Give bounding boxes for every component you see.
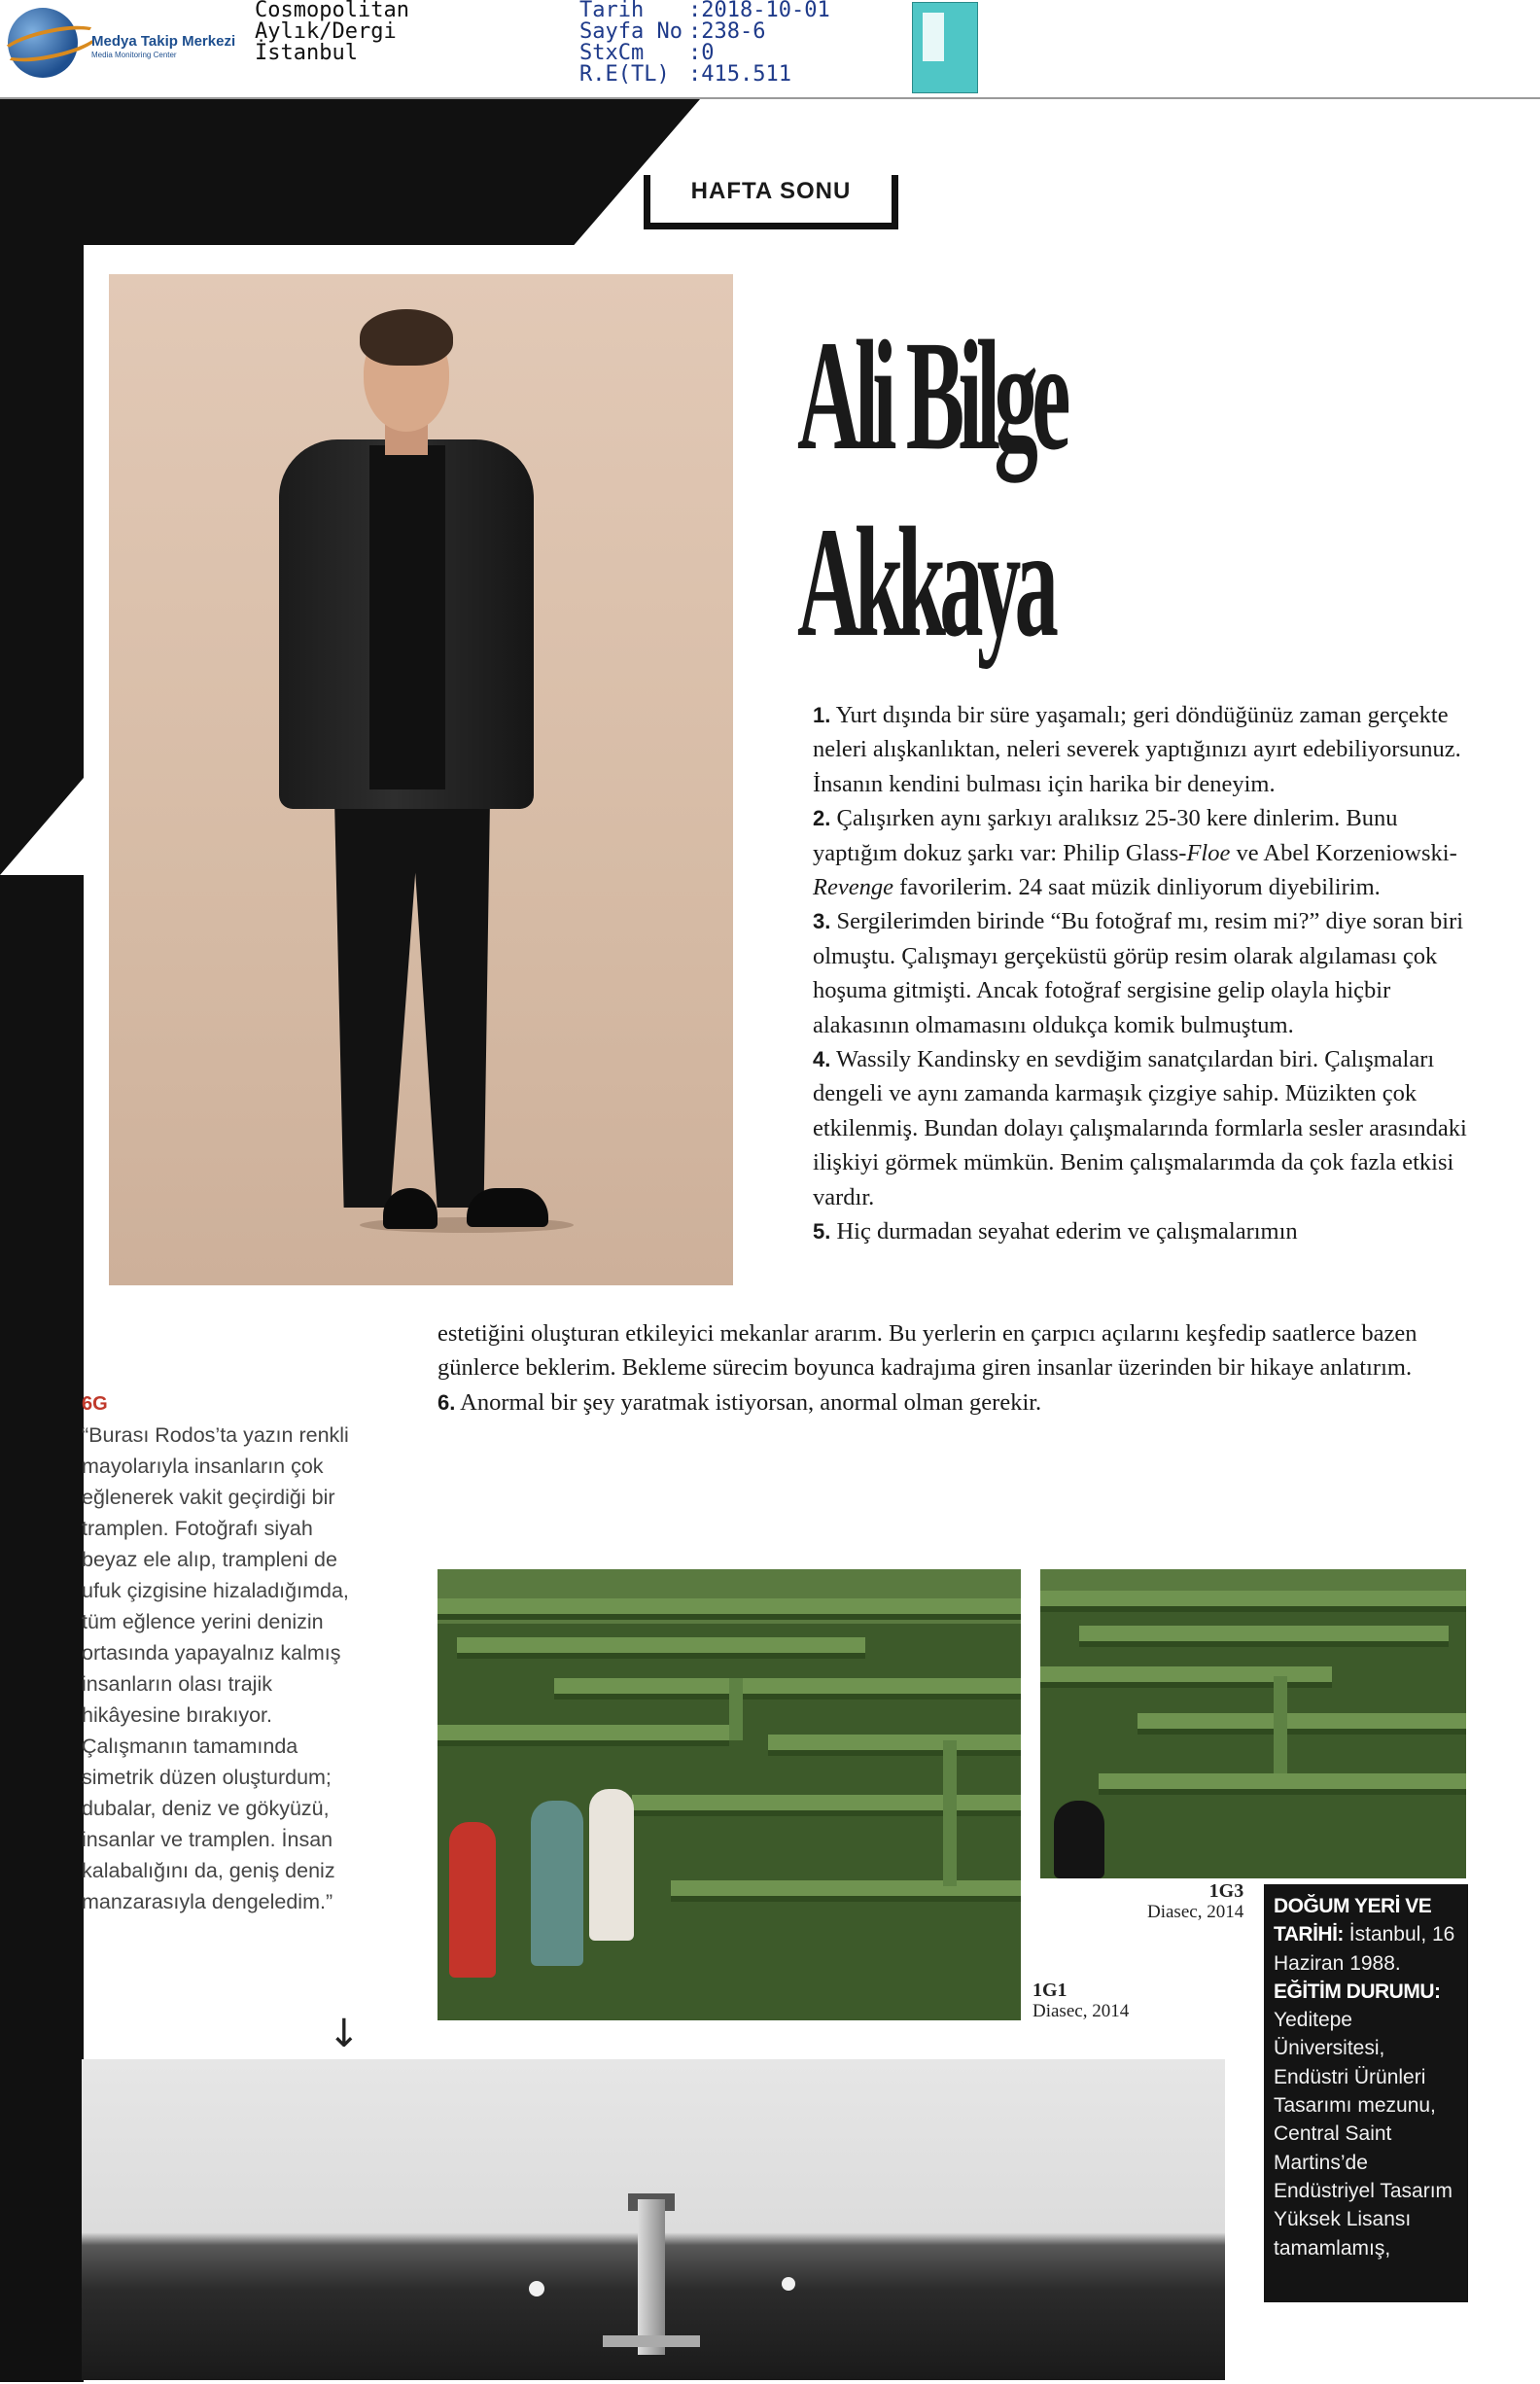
item-number: 5.: [813, 1219, 831, 1245]
title-line: Akkaya: [797, 496, 1053, 670]
hedge-wall: [438, 1598, 1021, 1614]
portrait-photo: [109, 274, 733, 1285]
item-text: favorilerim. 24 saat müzik dinliyorum diyebilirim.: [892, 874, 1381, 901]
song-title: Revenge: [813, 874, 893, 901]
item-text: Sergilerimden birinde “Bu fotoğraf mı, resim mi?” diye soran biri olmuştu. Çalışmayı gerçeküstü görüp resim olarak algılaması çok hoşuma gitmişti. Ancak fotoğraf sergisine gelip olayla hiçbir alakasının olmamasını oldukça komik bulmuştum.: [813, 908, 1464, 1038]
item-text: Anormal bir şey yaratmak istiyorsan, anormal olman gerekir.: [460, 1388, 1042, 1416]
shoe: [467, 1188, 548, 1227]
clipping-header: [0, 0, 1540, 99]
item-number: 6.: [438, 1389, 456, 1415]
hedge-wall: [632, 1795, 1021, 1810]
meta-value: :415.511: [688, 62, 791, 87]
item-text: estetiğini oluşturan etkileyici mekanlar ararım. Bu yerlerin en çarpıcı açılarını keşfedip saatlerce bazen günlerce beklerim. Bekleme sürecim boyunca kadrajıma giren insanlar üzerinden bir hikaye anlatırım.: [438, 1320, 1418, 1382]
diving-tower: [638, 2199, 665, 2355]
publication-info: [255, 0, 409, 64]
hedge-wall: [1040, 1591, 1466, 1606]
maze-background: [438, 1569, 1021, 1624]
bio-value: İstanbul, 16 Haziran 1988.: [1274, 1923, 1455, 1975]
arrow-down-icon: ↓: [328, 2012, 361, 2056]
person-white-dress: [589, 1789, 634, 1941]
person-black-cloak: [1054, 1801, 1104, 1878]
item-text: Wassily Kandinsky en sevdiğim sanatçılardan biri. Çalışmaları dengeli ve aynı zamanda karmaşık çizgiye sahip. Müzikten çok etkilenmiş. Bundan dolayı çalışmalarında formlarla sesler arasındaki ilişkiyi görmek mümkün. Benim çalışmalarımda da çok fazla etkisi vardır.: [813, 1046, 1467, 1210]
meta-value: :0: [688, 41, 715, 65]
item-text: Yurt dışında bir süre yaşamalı; geri döndüğünüz zaman gerçekte neleri alışkanlıktan, neleri severek yaptığınızı ayırt edebiliyorsunuz. İnsanın kendini bulması için harika bir deneyim.: [813, 702, 1461, 797]
bio-box: [1264, 1884, 1468, 2302]
article-item: [813, 698, 1474, 801]
hedge-wall: [457, 1637, 865, 1653]
meta-label: R.E(TL): [579, 62, 670, 87]
photo-credit-1g1: [1032, 1980, 1129, 2022]
trousers: [334, 799, 490, 1208]
hedge-wall: [554, 1678, 1021, 1694]
bio-label: EĞİTİM DURUMU:: [1274, 1980, 1441, 2003]
item-number: 4.: [813, 1047, 831, 1072]
person-red-coat: [449, 1822, 496, 1978]
meta-row: [579, 21, 830, 43]
meta-row: [579, 0, 830, 21]
article-item-continued: [438, 1316, 1474, 1385]
meta-label: Tarih: [579, 0, 645, 22]
title-line: Ali Bilge: [797, 309, 1065, 483]
bio-value: Yeditepe Üniversitesi, Endüstri Ürünleri Tasarımı mezunu, Central Saint Martins’de Endüstriyel Tasarım Yüksek Lisansı tamamlamış,: [1274, 2009, 1453, 2260]
meta-value: :2018-10-01: [688, 0, 830, 22]
item-number: 3.: [813, 909, 831, 934]
meta-label: Sayfa No: [579, 19, 682, 44]
buoy: [782, 2277, 795, 2291]
section-label: HAFTA SONU: [644, 175, 898, 229]
hedge-wall: [1099, 1773, 1466, 1789]
item-text: ve Abel Korzeniowski-: [1230, 839, 1457, 866]
photo-caption-6g: [82, 1388, 373, 1917]
credit-text: Diasec, 2014: [1032, 2001, 1130, 2021]
article-item: [813, 801, 1474, 904]
caption-tag: 6G: [82, 1393, 108, 1415]
meta-row: [579, 64, 830, 86]
logo-subtitle: Media Monitoring Center: [91, 51, 177, 59]
item-number: 1.: [813, 703, 831, 727]
hedge-wall: [1040, 1666, 1332, 1682]
maze-photo-1g1: [438, 1569, 1021, 2020]
credit-code: 1G3: [1208, 1880, 1244, 1902]
hedge-wall: [438, 1725, 729, 1740]
item-text: Çalışırken aynı şarkıyı aralıksız 25-30 kere dinlerim. Bunu yaptığım dokuz şarkı var: Philip Glass-: [813, 805, 1398, 866]
publication-type: Aylık/Dergi: [255, 19, 397, 44]
tower-platform: [603, 2335, 700, 2347]
hair: [360, 309, 453, 366]
hedge-wall: [1138, 1713, 1466, 1729]
person-teal-coat: [531, 1801, 583, 1966]
meta-label: StxCm: [579, 41, 645, 65]
song-title: Floe: [1186, 839, 1231, 866]
article-item: [813, 1042, 1474, 1214]
item-number: 2.: [813, 806, 831, 831]
page-thumbnail[interactable]: [912, 2, 978, 93]
bio-label: DOĞUM YERİ VE TARİHİ:: [1274, 1895, 1432, 1946]
article-body-wide: [438, 1316, 1474, 1420]
photo-credit-1g3: [1147, 1880, 1243, 1923]
publication-city: İstanbul: [255, 41, 358, 65]
article-body-column: [813, 698, 1474, 1249]
decorative-black-band-bottom: [0, 2226, 84, 2382]
maze-photo-1g3: [1040, 1569, 1466, 1878]
article-item: [438, 1385, 1474, 1420]
meta-value: :238-6: [688, 19, 766, 44]
caption-text: “Burası Rodos’ta yazın renkli mayolarıyla insanların çok eğlenerek vakit geçirdiği bir tramplen. Fotoğrafı siyah beyaz ele alıp, trampleni de ufuk çizgisine hizaladığımda, tüm eğlence yerini denizin ortasında yapayalnız kalmış insanların olası trajik hikâyesine bırakıyor. Çalışmanın tamamında simetrik düzen oluşturdum; dubalar, deniz ve gökyüzü, insanlar ve tramplen. İnsan kalabalığını da, geniş deniz manzarasıyla dengeledim.”: [82, 1423, 349, 1913]
credit-text: Diasec, 2014: [1147, 1902, 1244, 1922]
decorative-black-band: [0, 99, 84, 2380]
hedge-wall: [1274, 1676, 1287, 1773]
publication-name: Cosmopolitan: [255, 0, 409, 22]
shoe: [383, 1188, 438, 1229]
article-title: [797, 303, 1069, 677]
hedge-wall: [729, 1678, 743, 1740]
article-item: [813, 904, 1474, 1042]
hedge-wall: [943, 1740, 957, 1886]
hedge-wall: [671, 1880, 1021, 1896]
hedge-wall: [1079, 1626, 1449, 1641]
shirt: [369, 445, 445, 789]
logo-name: Medya Takip Merkezi: [91, 33, 236, 50]
clipping-meta: [579, 0, 830, 86]
credit-code: 1G1: [1032, 1980, 1068, 2001]
hedge-wall: [768, 1735, 1021, 1750]
buoy: [529, 2281, 544, 2296]
meta-row: [579, 43, 830, 64]
article-item: [813, 1214, 1474, 1248]
item-text: Hiç durmadan seyahat ederim ve çalışmalarımın: [836, 1218, 1298, 1245]
sea-photo-6g: [82, 2059, 1225, 2380]
